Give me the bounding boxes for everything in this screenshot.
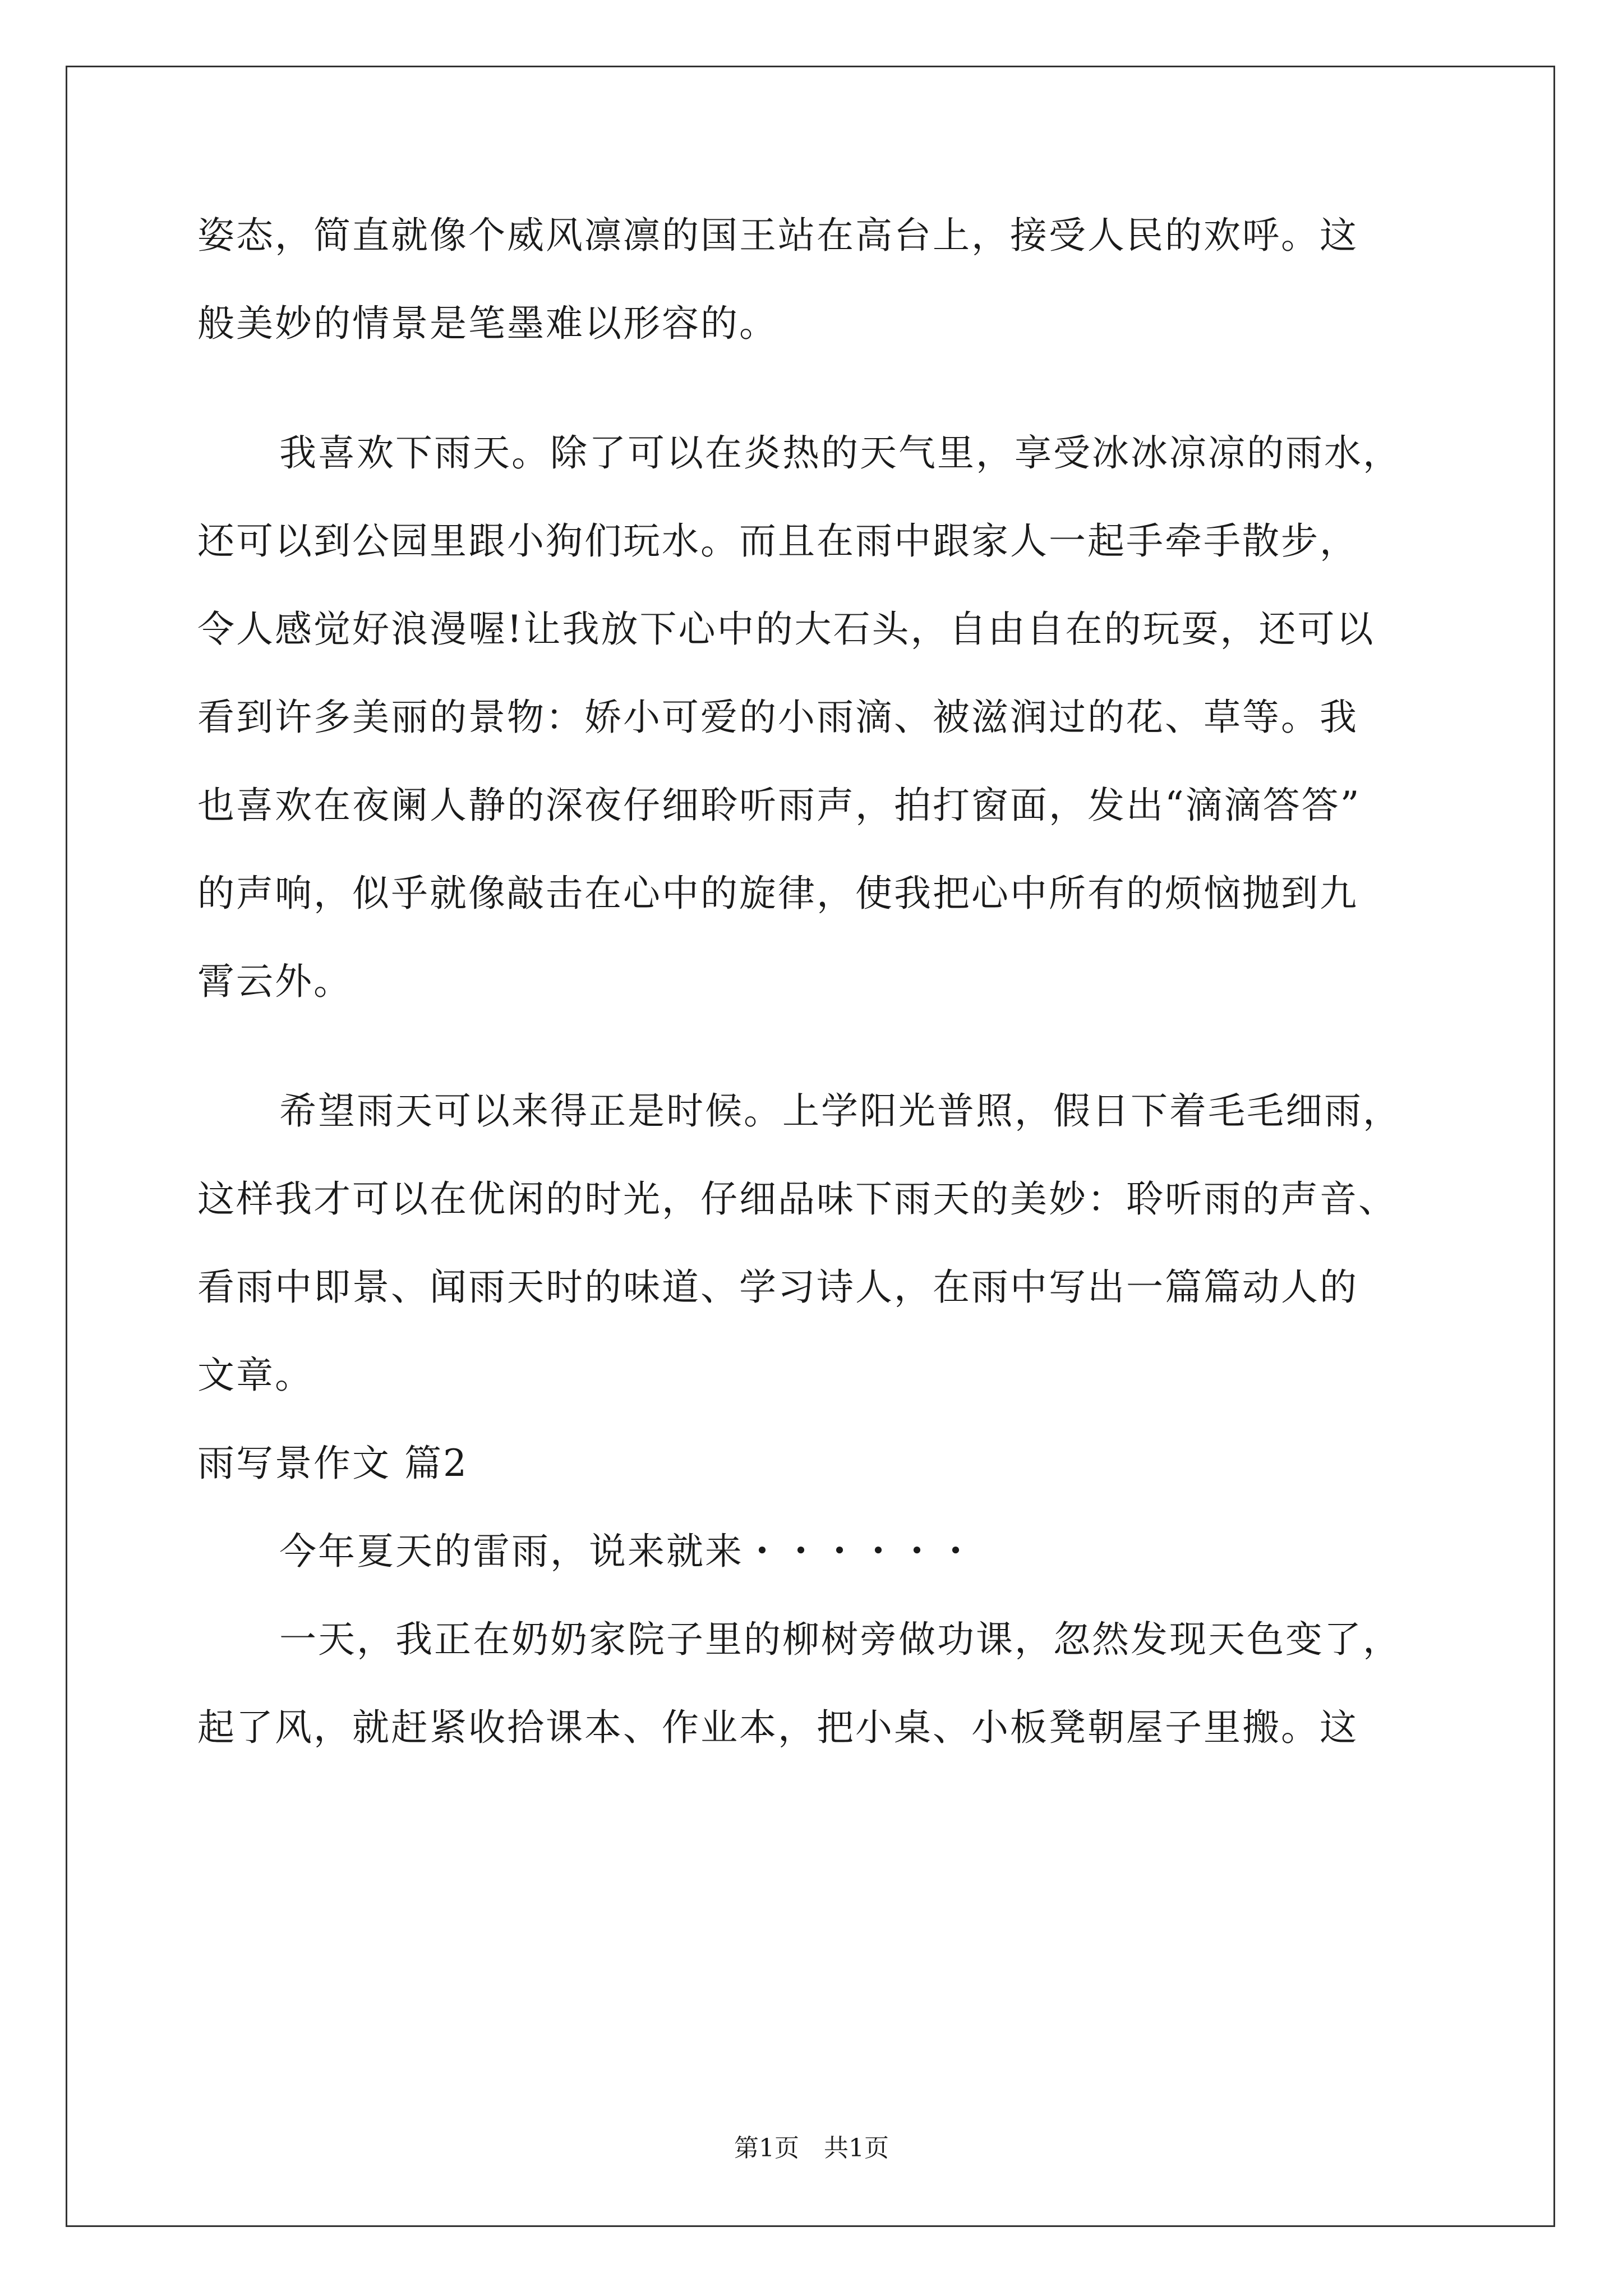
text-line: 这样我才可以在优闲的时光，仔细品味下雨天的美妙：聆听雨的声音、 [197, 1177, 1397, 1221]
paragraph-start-line: 我喜欢下雨天。除了可以在炎热的天气里，享受冰冰凉凉的雨水， [279, 431, 1401, 475]
text-line: 也喜欢在夜阑人静的深夜仔细聆听雨声，拍打窗面，发出“滴滴答答” [197, 784, 1361, 827]
section-heading: 雨写景作文 篇2 [197, 1442, 468, 1485]
paragraph-start-line: 今年夏天的雷雨，说来就来・・・・・・ [279, 1530, 976, 1573]
text-line: 还可以到公园里跟小狗们玩水。而且在雨中跟家人一起手牵手散步， [197, 519, 1358, 563]
text-line: 令人感觉好浪漫喔!让我放下心中的大石头，自由自在的玩耍，还可以 [197, 608, 1375, 651]
text-line: 起了风，就赶紧收拾课本、作业本，把小桌、小板凳朝屋子里搬。这 [197, 1706, 1358, 1749]
text-line: 看到许多美丽的景物：娇小可爱的小雨滴、被滋润过的花、草等。我 [197, 696, 1358, 739]
text-line: 霄云外。 [197, 960, 352, 1003]
page-border [66, 66, 1555, 2227]
text-line: 的声响，似乎就像敲击在心中的旋律，使我把心中所有的烦恼抛到九 [197, 872, 1358, 915]
paragraph-start-line: 希望雨天可以来得正是时候。上学阳光普照，假日下着毛毛细雨， [279, 1089, 1401, 1133]
text-line: 看雨中即景、闻雨天时的味道、学习诗人，在雨中写出一篇篇动人的 [197, 1266, 1358, 1309]
text-line: 姿态，简直就像个威风凛凛的国王站在高台上，接受人民的欢呼。这 [197, 214, 1358, 257]
paragraph-start-line: 一天，我正在奶奶家院子里的柳树旁做功课，忽然发现天色变了， [279, 1618, 1401, 1661]
text-line: 般美妙的情景是笔墨难以形容的。 [197, 302, 778, 345]
text-line: 文章。 [197, 1354, 313, 1397]
page-footer: 第1页 共1页 [734, 2134, 889, 2162]
